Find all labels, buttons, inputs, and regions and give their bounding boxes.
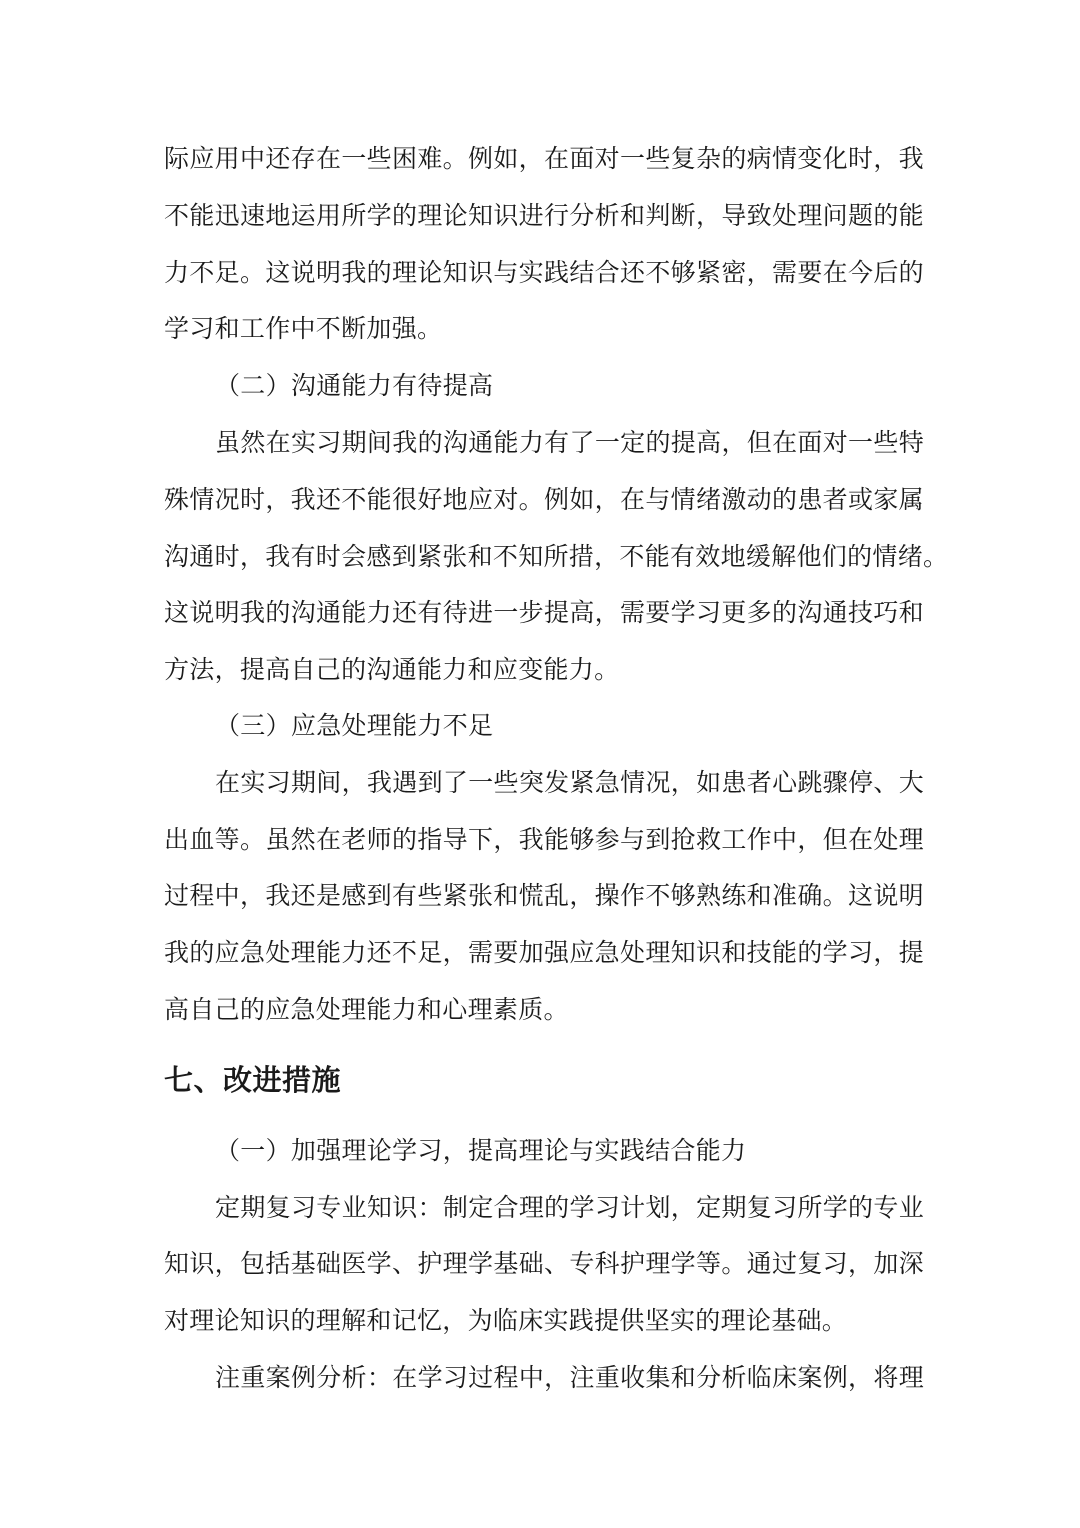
paragraph-line: 殊情况时，我还不能很好地应对。例如，在与情绪激动的患者或家属: [164, 485, 924, 514]
paragraph-line: 对理论知识的理解和记忆，为临床实践提供坚实的理论基础。: [164, 1306, 848, 1335]
subheading-theory-study: （一）加强理论学习，提高理论与实践结合能力: [215, 1136, 747, 1165]
paragraph-line: 学习和工作中不断加强。: [164, 314, 443, 343]
section-heading: 七、改进措施: [164, 1063, 342, 1097]
paragraph-line: 这说明我的沟通能力还有待进一步提高，需要学习更多的沟通技巧和: [164, 598, 924, 627]
paragraph-line: 际应用中还存在一些困难。例如，在面对一些复杂的病情变化时，我: [164, 144, 924, 173]
paragraph-line: 在实习期间，我遇到了一些突发紧急情况，如患者心跳骤停、大: [215, 768, 924, 797]
paragraph-line: 不能迅速地运用所学的理论知识进行分析和判断，导致处理问题的能: [164, 201, 924, 230]
paragraph-line: 虽然在实习期间我的沟通能力有了一定的提高，但在面对一些特: [215, 428, 924, 457]
paragraph-line: 定期复习专业知识：制定合理的学习计划，定期复习所学的专业: [215, 1193, 924, 1222]
subheading-communication: （二）沟通能力有待提高: [215, 371, 494, 400]
paragraph-line: 沟通时，我有时会感到紧张和不知所措，不能有效地缓解他们的情绪。: [164, 542, 949, 571]
paragraph-line: 方法，提高自己的沟通能力和应变能力。: [164, 655, 620, 684]
paragraph-line: 出血等。虽然在老师的指导下，我能够参与到抢救工作中，但在处理: [164, 825, 924, 854]
paragraph-line: 力不足。这说明我的理论知识与实践结合还不够紧密，需要在今后的: [164, 258, 924, 287]
paragraph-line: 知识，包括基础医学、护理学基础、专科护理学等。通过复习，加深: [164, 1249, 924, 1278]
paragraph-line: 高自己的应急处理能力和心理素质。: [164, 995, 569, 1024]
subheading-emergency: （三）应急处理能力不足: [215, 711, 494, 740]
paragraph-line: 过程中，我还是感到有些紧张和慌乱，操作不够熟练和准确。这说明: [164, 881, 924, 910]
paragraph-line: 注重案例分析：在学习过程中，注重收集和分析临床案例，将理: [215, 1363, 924, 1392]
paragraph-line: 我的应急处理能力还不足，需要加强应急处理知识和技能的学习，提: [164, 938, 924, 967]
